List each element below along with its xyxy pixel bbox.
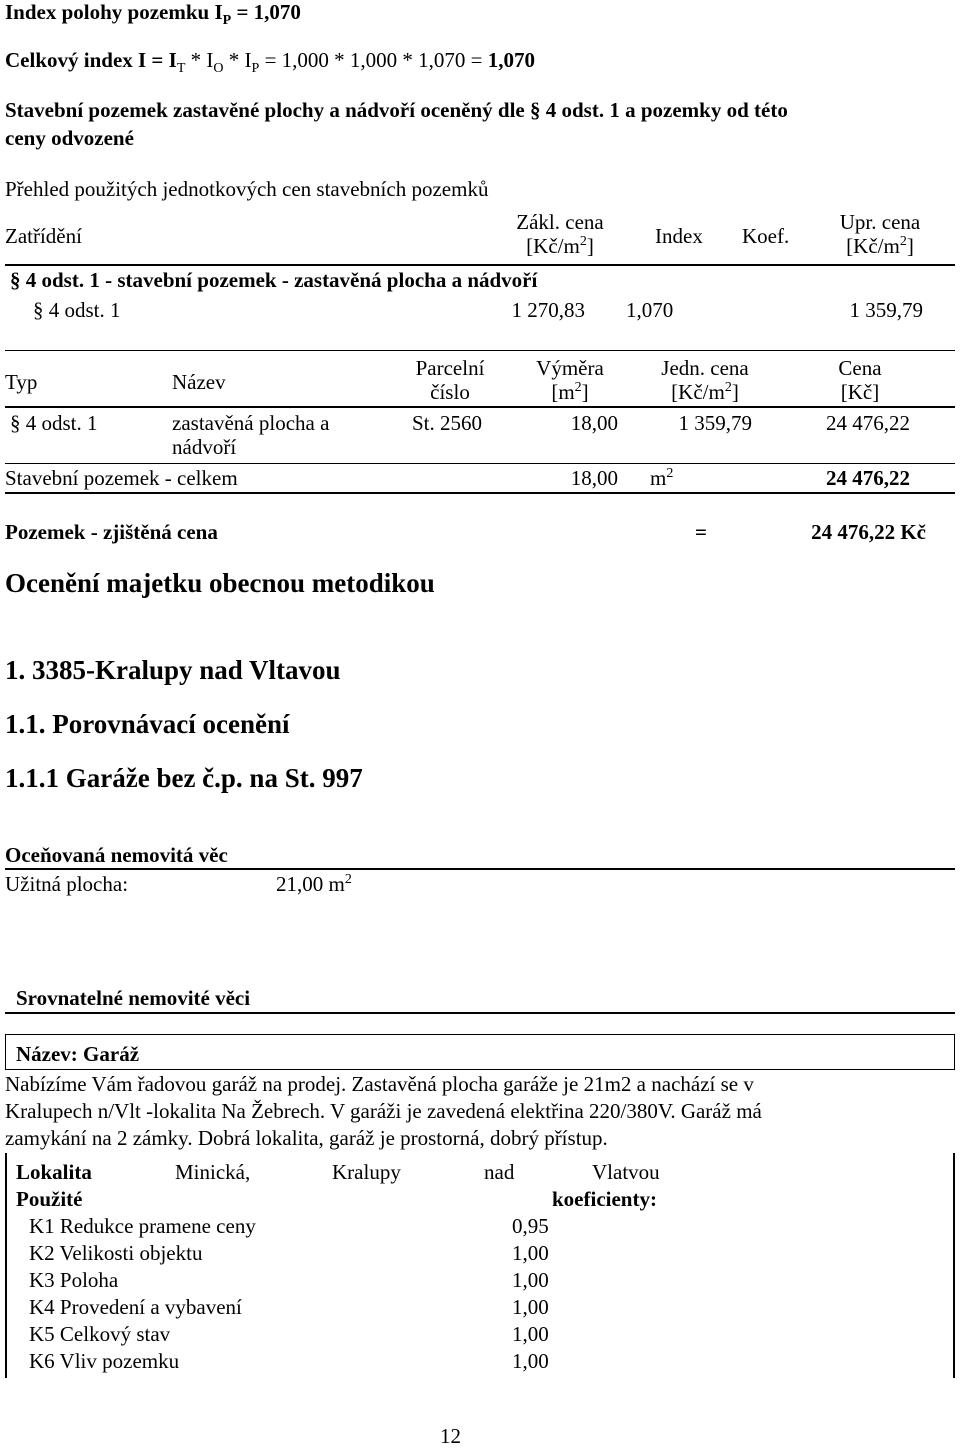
- desc-line1: Nabízíme Vám řadovou garáž na prodej. Zastavěná plocha garáže je 21m2 a nachází se v: [5, 1072, 754, 1096]
- t2-col-typ: Typ: [5, 370, 38, 394]
- t2-col-nazev: Název: [172, 370, 226, 394]
- celkovy-index-line: Celkový index $I = I_T * I_O * I_P = 1,000 * 1,000 * 1,070 = 1,070$: [5, 48, 535, 77]
- t2-col-cena: Cena [Kč]: [838, 356, 882, 405]
- coef-value-k2: 1,00: [512, 1241, 549, 1265]
- t2-total-vymera: 18,00: [570, 466, 618, 490]
- stavebni-heading-line1: Stavební pozemek zastavěné plochy a nádvoří oceněný dle § 4 odst. 1 a pozemky od této: [5, 98, 788, 122]
- coef-name-k5: K5 Celkový stav: [29, 1322, 171, 1346]
- t2-header-rule: [5, 406, 955, 408]
- uzitna-value: 21,00 $m^2$: [276, 872, 352, 896]
- coef-name-k6: K6 Vliv pozemku: [29, 1349, 180, 1373]
- coef-box-right: [953, 1153, 955, 1378]
- coef-name-k3: K3 Poloha: [29, 1268, 119, 1292]
- lokalita-word-1: Minická,: [175, 1160, 251, 1184]
- coef-value-k6: 1,00: [512, 1349, 549, 1373]
- t1-header-rule: [5, 264, 955, 266]
- uzitna-label: Užitná plocha:: [5, 872, 129, 896]
- t2-row-nazev: zastavěná plocha a nádvoří: [172, 411, 330, 460]
- t2-col-parcelni: Parcelní číslo: [415, 356, 485, 405]
- t2-col-jedn: Jedn. cena $[Kč/m^2]$: [661, 356, 749, 405]
- srovnatelne-rule: [5, 1012, 955, 1014]
- t1-row-upr: 1 359,79: [849, 298, 923, 322]
- coef-value-k5: 1,00: [512, 1322, 549, 1346]
- lokalita-word-2: Kralupy: [332, 1160, 401, 1184]
- t2-row-vymera: 18,00: [570, 411, 618, 435]
- t1-group-label: § 4 odst. 1 - stavební pozemek - zastavěná plocha a nádvoří: [10, 268, 538, 292]
- t1-col-zakl: Zákl. cena $[Kč/m^2]$: [516, 210, 604, 259]
- heading-oceneni: Ocenění majetku obecnou metodikou: [5, 568, 435, 598]
- coef-box-left: [5, 1153, 7, 1378]
- desc-line2: Kralupech n/Vlt -lokalita Na Žebrech. V garáži je zavedená elektřina 220/380V. Garáž má: [5, 1099, 762, 1123]
- t2-total-cena: 24 476,22: [826, 466, 910, 490]
- stavebni-heading-line2: ceny odvozené: [5, 126, 134, 150]
- srovnatelne-title: Srovnatelné nemovité věci: [16, 986, 251, 1010]
- index-polohy-line: Index polohy pozemku $I_P = 1,070$: [5, 0, 301, 29]
- prehled-text: Přehled použitých jednotkových cen stavebních pozemků: [5, 177, 489, 201]
- lokalita-word-3: nad: [484, 1160, 515, 1184]
- t2-top-rule: [5, 350, 955, 351]
- summary-value: 24 476,22 Kč: [811, 520, 926, 544]
- t2-total-unit: $m^2$: [650, 466, 674, 490]
- nazev-box: [5, 1034, 955, 1070]
- desc-line3: zamykání na 2 zámky. Dobrá lokalita, garáž je prostorná, dobrý přístup.: [5, 1126, 608, 1150]
- ocenovana-title: Oceňovaná nemovitá věc: [5, 843, 228, 867]
- t1-col-zatrideni: Zatřídění: [5, 224, 82, 248]
- coef-value-k4: 1,00: [512, 1295, 549, 1319]
- t1-col-koef: Koef.: [742, 224, 790, 248]
- t2-total-rule-bottom: [5, 492, 955, 494]
- coef-value-k1: 0,95: [512, 1214, 549, 1238]
- t1-row-index: 1,070: [626, 298, 674, 322]
- heading-1-1: 1.1. Porovnávací ocenění: [5, 709, 290, 739]
- nazev-label: Název: Garáž: [16, 1042, 140, 1066]
- summary-label: Pozemek - zjištěná cena: [5, 520, 218, 544]
- summary-eq: =: [695, 520, 707, 544]
- coef-name-k2: K2 Velikosti objektu: [29, 1241, 203, 1265]
- t2-row-typ: § 4 odst. 1: [10, 411, 98, 435]
- heading-1: 1. 3385-Kralupy nad Vltavou: [5, 655, 341, 685]
- heading-1-1-1: 1.1.1 Garáže bez č.p. na St. 997: [5, 763, 363, 793]
- t2-row-parcelni: St. 2560: [412, 411, 483, 435]
- t2-row-jedn: 1 359,79: [678, 411, 752, 435]
- lokalita-word-4: Vlatvou: [592, 1160, 660, 1184]
- ocenovana-rule: [5, 868, 955, 870]
- pouzite-label: Použité: [16, 1187, 83, 1211]
- t2-col-vymera: Výměra $[m^2]$: [536, 356, 604, 405]
- t1-col-upr: Upr. cena $[Kč/m^2]$: [839, 210, 921, 259]
- lokalita-label: Lokalita: [16, 1160, 92, 1184]
- t1-row-zatrideni: § 4 odst. 1: [33, 298, 121, 322]
- t2-row-cena: 24 476,22: [826, 411, 910, 435]
- coef-name-k4: K4 Provedení a vybavení: [29, 1295, 242, 1319]
- t1-row-zakl: 1 270,83: [511, 298, 585, 322]
- t1-col-index: Index: [655, 224, 703, 248]
- page-number: 12: [440, 1424, 461, 1448]
- t2-total-rule-top: [5, 463, 955, 464]
- coef-name-k1: K1 Redukce pramene ceny: [29, 1214, 256, 1238]
- coef-value-k3: 1,00: [512, 1268, 549, 1292]
- t2-total-label: Stavební pozemek - celkem: [5, 466, 238, 490]
- koeficienty-label: koeficienty:: [552, 1187, 657, 1211]
